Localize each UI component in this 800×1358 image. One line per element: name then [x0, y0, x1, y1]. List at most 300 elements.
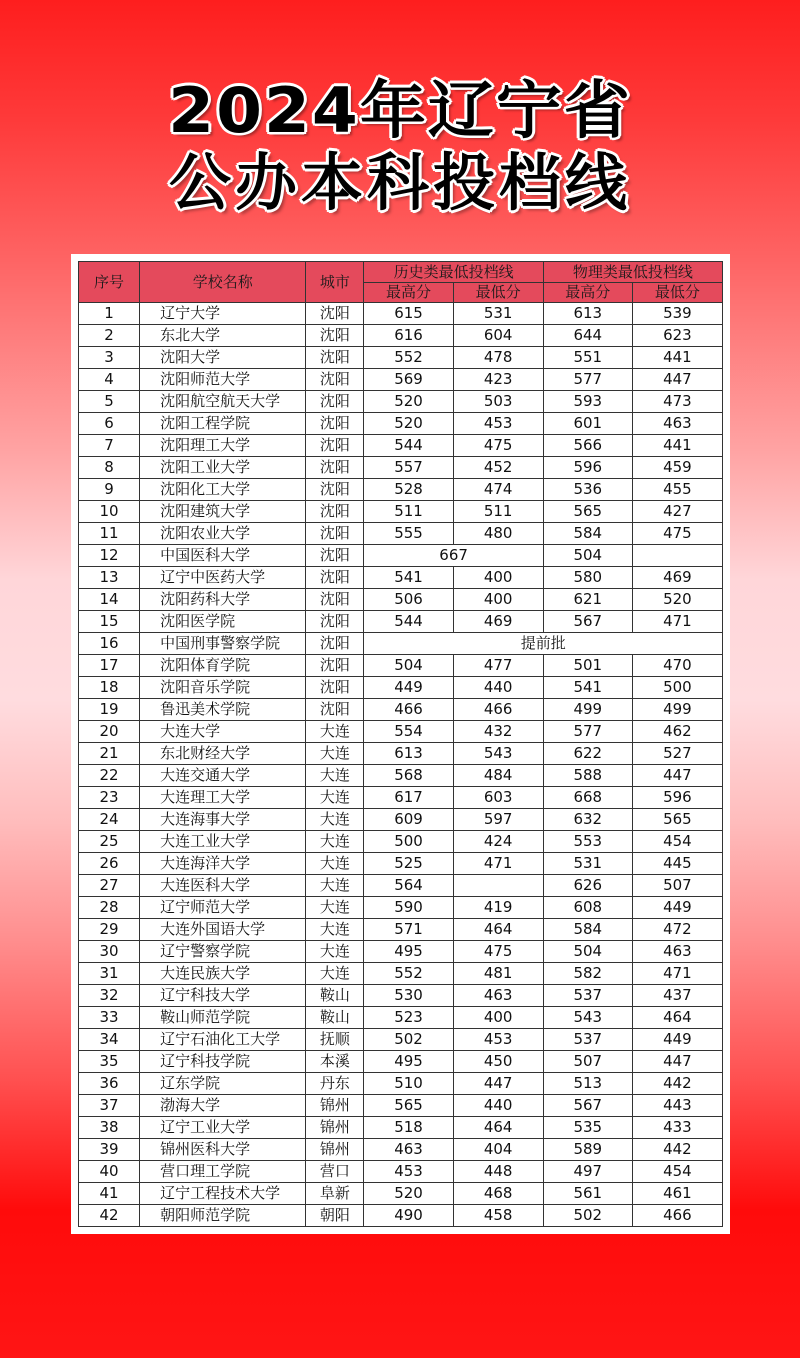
cell-history-max: 609: [364, 809, 453, 831]
cell-history-max: 502: [364, 1029, 453, 1051]
cell-school: 沈阳体育学院: [140, 655, 306, 677]
table-row: [79, 589, 723, 611]
cell-history-min: 453: [453, 1029, 543, 1051]
cell-history-max: 528: [364, 479, 453, 501]
cell-physics-max: 543: [543, 1007, 632, 1029]
cell-city: 沈阳: [306, 325, 364, 347]
cell-physics-max: 596: [543, 457, 632, 479]
cell-history-max: 466: [364, 699, 453, 721]
cell-school: 辽宁师范大学: [140, 897, 306, 919]
cell-physics-min: 462: [632, 721, 722, 743]
cell-physics-max: 504: [543, 941, 632, 963]
cell-city: 沈阳: [306, 567, 364, 589]
cell-physics-max: 541: [543, 677, 632, 699]
cell-history-min: 466: [453, 699, 543, 721]
cell-index: 34: [79, 1029, 140, 1051]
cell-school: 辽宁科技大学: [140, 985, 306, 1007]
cell-school: 大连外国语大学: [140, 919, 306, 941]
cell-school: 大连大学: [140, 721, 306, 743]
cell-physics-min: 565: [632, 809, 722, 831]
cell-index: 1: [79, 303, 140, 325]
cell-physics-min: 459: [632, 457, 722, 479]
cell-index: 9: [79, 479, 140, 501]
cell-history-max: 530: [364, 985, 453, 1007]
cell-city: 沈阳: [306, 633, 364, 655]
cell-physics-max: 536: [543, 479, 632, 501]
cell-physics-max: 566: [543, 435, 632, 457]
header-history-min: 最低分: [453, 283, 543, 303]
admission-score-table: [78, 261, 723, 1227]
cell-school: 中国医科大学: [140, 545, 306, 567]
cell-city: 大连: [306, 963, 364, 985]
cell-physics-max: 501: [543, 655, 632, 677]
cell-history-min: 597: [453, 809, 543, 831]
table-row: [79, 1205, 723, 1227]
cell-history-max: 518: [364, 1117, 453, 1139]
cell-physics-max: 593: [543, 391, 632, 413]
cell-index: 27: [79, 875, 140, 897]
cell-history-max: 449: [364, 677, 453, 699]
cell-physics-min: 507: [632, 875, 722, 897]
cell-school: 沈阳农业大学: [140, 523, 306, 545]
cell-index: 24: [79, 809, 140, 831]
table-row: [79, 369, 723, 391]
table-row: [79, 765, 723, 787]
cell-physics-max: 537: [543, 1029, 632, 1051]
cell-physics-min: 454: [632, 831, 722, 853]
table-body: [79, 303, 723, 1227]
table-row: [79, 1117, 723, 1139]
cell-school: 沈阳建筑大学: [140, 501, 306, 523]
cell-history-min: [453, 875, 543, 897]
cell-school: 辽东学院: [140, 1073, 306, 1095]
table-row: [79, 611, 723, 633]
cell-city: 大连: [306, 743, 364, 765]
table-row: [79, 787, 723, 809]
cell-history-min: 480: [453, 523, 543, 545]
cell-school: 中国刑事警察学院: [140, 633, 306, 655]
cell-history-min: 543: [453, 743, 543, 765]
cell-history-max: 495: [364, 941, 453, 963]
table-row: [79, 919, 723, 941]
header-index: 序号: [79, 262, 140, 303]
cell-physics-min: 475: [632, 523, 722, 545]
cell-history-max: 617: [364, 787, 453, 809]
cell-physics-max: 577: [543, 369, 632, 391]
cell-city: 沈阳: [306, 699, 364, 721]
cell-index: 36: [79, 1073, 140, 1095]
cell-physics-max: 567: [543, 1095, 632, 1117]
cell-physics-max: 626: [543, 875, 632, 897]
table-row: [79, 1073, 723, 1095]
cell-physics-max: 497: [543, 1161, 632, 1183]
cell-city: 沈阳: [306, 501, 364, 523]
table-row: [79, 1051, 723, 1073]
cell-school: 沈阳工程学院: [140, 413, 306, 435]
cell-physics-max: 502: [543, 1205, 632, 1227]
table-row: [79, 1029, 723, 1051]
table-row: [79, 743, 723, 765]
cell-history-max: 552: [364, 963, 453, 985]
cell-index: 7: [79, 435, 140, 457]
cell-index: 12: [79, 545, 140, 567]
table-panel: [71, 254, 730, 1234]
cell-physics-max: 588: [543, 765, 632, 787]
cell-history-min: 531: [453, 303, 543, 325]
cell-school: 辽宁警察学院: [140, 941, 306, 963]
cell-school: 大连医科大学: [140, 875, 306, 897]
table-row: [79, 325, 723, 347]
cell-index: 3: [79, 347, 140, 369]
table-row: [79, 1139, 723, 1161]
cell-physics-max: 504: [543, 545, 632, 567]
cell-physics-min: 441: [632, 347, 722, 369]
cell-school: 沈阳航空航天大学: [140, 391, 306, 413]
cell-physics-min: 449: [632, 1029, 722, 1051]
cell-history-max: 565: [364, 1095, 453, 1117]
cell-physics-min: 470: [632, 655, 722, 677]
cell-history-max: 590: [364, 897, 453, 919]
cell-index: 35: [79, 1051, 140, 1073]
cell-school: 沈阳药科大学: [140, 589, 306, 611]
cell-school: 辽宁科技学院: [140, 1051, 306, 1073]
cell-history-max: 544: [364, 435, 453, 457]
title-line-2: 公办本科投档线: [168, 146, 631, 219]
cell-city: 沈阳: [306, 347, 364, 369]
cell-city: 阜新: [306, 1183, 364, 1205]
cell-city: 沈阳: [306, 391, 364, 413]
cell-school: 辽宁中医药大学: [140, 567, 306, 589]
table-row: [79, 875, 723, 897]
cell-city: 大连: [306, 809, 364, 831]
header-physics-group: 物理类最低投档线: [543, 262, 722, 283]
cell-city: 大连: [306, 875, 364, 897]
cell-history-min: 475: [453, 941, 543, 963]
table-row: [79, 391, 723, 413]
cell-school: 沈阳大学: [140, 347, 306, 369]
table-row: [79, 985, 723, 1007]
cell-merged-note: 提前批: [364, 633, 723, 655]
cell-physics-min: 463: [632, 413, 722, 435]
cell-history-min: 440: [453, 677, 543, 699]
cell-physics-max: 621: [543, 589, 632, 611]
cell-school: 大连民族大学: [140, 963, 306, 985]
cell-history-max: 564: [364, 875, 453, 897]
cell-physics-min: 463: [632, 941, 722, 963]
header-city: 城市: [306, 262, 364, 303]
cell-history-max: 554: [364, 721, 453, 743]
cell-city: 大连: [306, 853, 364, 875]
cell-history-min: 484: [453, 765, 543, 787]
table-row: [79, 457, 723, 479]
cell-physics-max: 567: [543, 611, 632, 633]
cell-school: 鞍山师范学院: [140, 1007, 306, 1029]
cell-history-min: 463: [453, 985, 543, 1007]
cell-city: 沈阳: [306, 589, 364, 611]
header-history-group: 历史类最低投档线: [364, 262, 543, 283]
cell-city: 大连: [306, 897, 364, 919]
cell-history-min: 604: [453, 325, 543, 347]
cell-index: 42: [79, 1205, 140, 1227]
cell-history-min: 450: [453, 1051, 543, 1073]
cell-index: 28: [79, 897, 140, 919]
cell-physics-max: 551: [543, 347, 632, 369]
cell-index: 37: [79, 1095, 140, 1117]
cell-school: 辽宁工业大学: [140, 1117, 306, 1139]
cell-history-min: 458: [453, 1205, 543, 1227]
title-line-1: 2024年辽宁省: [168, 73, 632, 148]
cell-physics-max: 622: [543, 743, 632, 765]
cell-city: 大连: [306, 721, 364, 743]
cell-history-min: 452: [453, 457, 543, 479]
cell-physics-max: 584: [543, 919, 632, 941]
cell-history-min: 468: [453, 1183, 543, 1205]
cell-school: 辽宁大学: [140, 303, 306, 325]
cell-history-min: 432: [453, 721, 543, 743]
cell-city: 沈阳: [306, 369, 364, 391]
cell-physics-max: 553: [543, 831, 632, 853]
cell-history-min: 481: [453, 963, 543, 985]
cell-history-max: 520: [364, 1183, 453, 1205]
cell-school: 大连交通大学: [140, 765, 306, 787]
cell-physics-min: 623: [632, 325, 722, 347]
cell-history-max: 544: [364, 611, 453, 633]
cell-history-min: 477: [453, 655, 543, 677]
cell-history-max: 571: [364, 919, 453, 941]
cell-history-min: 503: [453, 391, 543, 413]
cell-city: 沈阳: [306, 611, 364, 633]
cell-physics-min: 596: [632, 787, 722, 809]
cell-physics-max: 632: [543, 809, 632, 831]
cell-history-min: 453: [453, 413, 543, 435]
cell-history-max: 511: [364, 501, 453, 523]
cell-physics-max: 507: [543, 1051, 632, 1073]
cell-city: 大连: [306, 919, 364, 941]
cell-school: 沈阳工业大学: [140, 457, 306, 479]
cell-history-max: 616: [364, 325, 453, 347]
cell-index: 13: [79, 567, 140, 589]
table-row: [79, 413, 723, 435]
cell-city: 锦州: [306, 1095, 364, 1117]
cell-history-min: 464: [453, 919, 543, 941]
cell-index: 8: [79, 457, 140, 479]
table-row: [79, 1007, 723, 1029]
cell-physics-min: 447: [632, 1051, 722, 1073]
table-row: [79, 1183, 723, 1205]
cell-history-max: 615: [364, 303, 453, 325]
cell-physics-min: 464: [632, 1007, 722, 1029]
cell-city: 沈阳: [306, 655, 364, 677]
cell-city: 鞍山: [306, 1007, 364, 1029]
cell-history-min: 474: [453, 479, 543, 501]
cell-school: 辽宁工程技术大学: [140, 1183, 306, 1205]
cell-history-min: 475: [453, 435, 543, 457]
cell-school: 营口理工学院: [140, 1161, 306, 1183]
cell-city: 大连: [306, 765, 364, 787]
cell-index: 32: [79, 985, 140, 1007]
table-row: [79, 479, 723, 501]
cell-physics-max: 561: [543, 1183, 632, 1205]
cell-history-max: 523: [364, 1007, 453, 1029]
cell-history-merged: 667: [364, 545, 543, 567]
cell-history-max: 613: [364, 743, 453, 765]
cell-city: 沈阳: [306, 303, 364, 325]
cell-physics-min: 472: [632, 919, 722, 941]
cell-school: 大连工业大学: [140, 831, 306, 853]
cell-city: 沈阳: [306, 545, 364, 567]
cell-index: 20: [79, 721, 140, 743]
cell-city: 锦州: [306, 1139, 364, 1161]
cell-school: 沈阳化工大学: [140, 479, 306, 501]
cell-history-max: 569: [364, 369, 453, 391]
cell-history-max: 552: [364, 347, 453, 369]
cell-history-min: 400: [453, 1007, 543, 1029]
header-school: 学校名称: [140, 262, 306, 303]
cell-history-max: 520: [364, 391, 453, 413]
cell-index: 2: [79, 325, 140, 347]
cell-index: 6: [79, 413, 140, 435]
cell-history-min: 404: [453, 1139, 543, 1161]
cell-history-min: 448: [453, 1161, 543, 1183]
cell-physics-min: 469: [632, 567, 722, 589]
cell-city: 沈阳: [306, 479, 364, 501]
cell-physics-max: 537: [543, 985, 632, 1007]
cell-history-min: 440: [453, 1095, 543, 1117]
cell-physics-min: 441: [632, 435, 722, 457]
cell-index: 39: [79, 1139, 140, 1161]
cell-school: 大连海洋大学: [140, 853, 306, 875]
cell-physics-max: 580: [543, 567, 632, 589]
cell-physics-min: 454: [632, 1161, 722, 1183]
table-row: [79, 435, 723, 457]
cell-physics-max: 582: [543, 963, 632, 985]
cell-city: 朝阳: [306, 1205, 364, 1227]
cell-physics-max: 565: [543, 501, 632, 523]
table-row: [79, 677, 723, 699]
table-row: [79, 545, 723, 567]
cell-index: 5: [79, 391, 140, 413]
cell-history-min: 423: [453, 369, 543, 391]
table-row: [79, 523, 723, 545]
header-physics-min: 最低分: [632, 283, 722, 303]
cell-school: 沈阳音乐学院: [140, 677, 306, 699]
header-history-max: 最高分: [364, 283, 453, 303]
cell-history-max: 495: [364, 1051, 453, 1073]
cell-history-max: 490: [364, 1205, 453, 1227]
cell-city: 沈阳: [306, 523, 364, 545]
cell-physics-min: 443: [632, 1095, 722, 1117]
cell-index: 21: [79, 743, 140, 765]
cell-index: 4: [79, 369, 140, 391]
table-row: [79, 853, 723, 875]
cell-history-min: 447: [453, 1073, 543, 1095]
table-row: [79, 1161, 723, 1183]
cell-history-max: 463: [364, 1139, 453, 1161]
cell-school: 东北财经大学: [140, 743, 306, 765]
cell-physics-min: 471: [632, 963, 722, 985]
cell-school: 东北大学: [140, 325, 306, 347]
cell-physics-min: 500: [632, 677, 722, 699]
cell-physics-min: 447: [632, 765, 722, 787]
cell-city: 本溪: [306, 1051, 364, 1073]
cell-city: 锦州: [306, 1117, 364, 1139]
cell-history-max: 520: [364, 413, 453, 435]
cell-index: 25: [79, 831, 140, 853]
cell-school: 沈阳师范大学: [140, 369, 306, 391]
cell-physics-min: 433: [632, 1117, 722, 1139]
cell-physics-max: 531: [543, 853, 632, 875]
cell-history-min: 603: [453, 787, 543, 809]
cell-index: 31: [79, 963, 140, 985]
cell-index: 40: [79, 1161, 140, 1183]
cell-index: 14: [79, 589, 140, 611]
cell-physics-max: 513: [543, 1073, 632, 1095]
header-physics-max: 最高分: [543, 283, 632, 303]
cell-city: 大连: [306, 941, 364, 963]
cell-physics-max: 668: [543, 787, 632, 809]
cell-physics-min: 473: [632, 391, 722, 413]
cell-physics-min: 539: [632, 303, 722, 325]
cell-physics-max: 535: [543, 1117, 632, 1139]
cell-city: 沈阳: [306, 435, 364, 457]
cell-index: 22: [79, 765, 140, 787]
cell-history-max: 500: [364, 831, 453, 853]
cell-index: 41: [79, 1183, 140, 1205]
cell-index: 30: [79, 941, 140, 963]
table-row: [79, 721, 723, 743]
cell-city: 抚顺: [306, 1029, 364, 1051]
cell-city: 鞍山: [306, 985, 364, 1007]
cell-history-min: 511: [453, 501, 543, 523]
cell-school: 渤海大学: [140, 1095, 306, 1117]
cell-physics-max: 613: [543, 303, 632, 325]
cell-city: 丹东: [306, 1073, 364, 1095]
table-row: [79, 963, 723, 985]
cell-history-min: 478: [453, 347, 543, 369]
table-row: [79, 831, 723, 853]
table-row: [79, 567, 723, 589]
cell-index: 19: [79, 699, 140, 721]
cell-index: 10: [79, 501, 140, 523]
table-row: [79, 501, 723, 523]
cell-physics-min: 427: [632, 501, 722, 523]
cell-history-min: 400: [453, 589, 543, 611]
cell-index: 16: [79, 633, 140, 655]
cell-history-min: 469: [453, 611, 543, 633]
cell-index: 26: [79, 853, 140, 875]
cell-physics-min: [632, 545, 722, 567]
cell-index: 17: [79, 655, 140, 677]
cell-index: 33: [79, 1007, 140, 1029]
table-row: [79, 347, 723, 369]
cell-history-max: 557: [364, 457, 453, 479]
cell-index: 38: [79, 1117, 140, 1139]
cell-history-min: 464: [453, 1117, 543, 1139]
cell-history-max: 453: [364, 1161, 453, 1183]
cell-school: 鲁迅美术学院: [140, 699, 306, 721]
cell-physics-max: 644: [543, 325, 632, 347]
cell-city: 营口: [306, 1161, 364, 1183]
table-row: [79, 699, 723, 721]
table-row: [79, 633, 723, 655]
cell-physics-max: 601: [543, 413, 632, 435]
cell-physics-max: 589: [543, 1139, 632, 1161]
cell-index: 23: [79, 787, 140, 809]
cell-school: 大连海事大学: [140, 809, 306, 831]
cell-history-min: 424: [453, 831, 543, 853]
cell-school: 锦州医科大学: [140, 1139, 306, 1161]
table-row: [79, 941, 723, 963]
